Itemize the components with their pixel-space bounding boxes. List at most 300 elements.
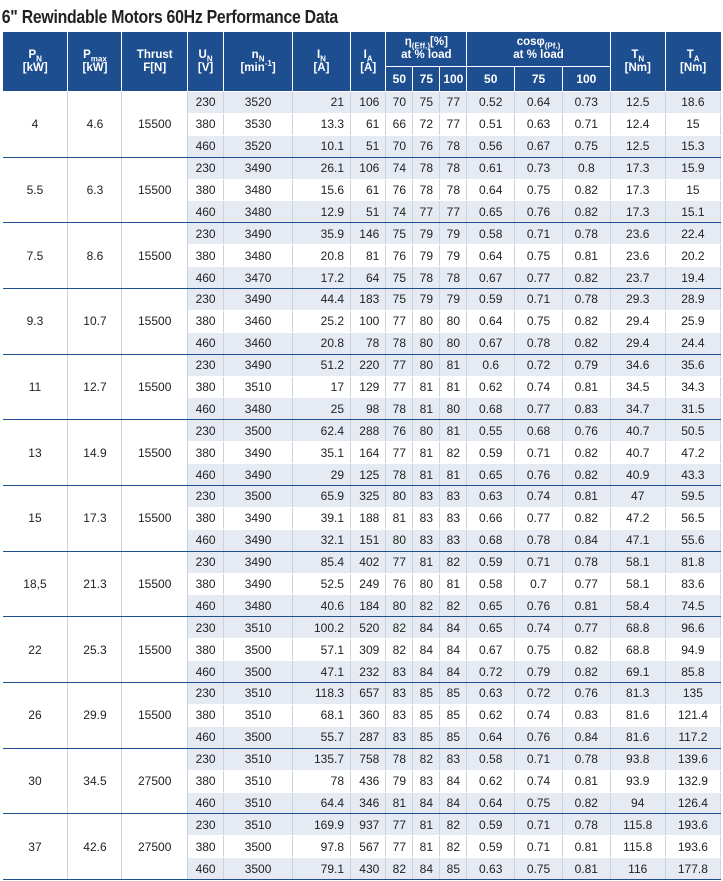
header-cos-100: 100 xyxy=(562,67,610,92)
cell-eff-75: 81 xyxy=(413,836,440,858)
cell-eff-100: 85 xyxy=(440,858,467,880)
cell-nn: 3500 xyxy=(224,420,293,442)
header-eff-50: 50 xyxy=(386,67,413,92)
cell-tn: 116 xyxy=(610,858,665,880)
cell-tn: 12.5 xyxy=(610,92,665,114)
cell-cos-50: 0.67 xyxy=(467,332,515,354)
cell-ia: 61 xyxy=(351,179,386,201)
cell-in: 25.2 xyxy=(292,310,350,332)
cell-cos-75: 0.76 xyxy=(515,595,563,617)
cell-cos-75: 0.74 xyxy=(515,770,563,792)
cell-eff-100: 85 xyxy=(440,683,467,705)
cell-eff-50: 70 xyxy=(386,92,413,114)
page-title: 6" Rewindable Motors 60Hz Performance Data xyxy=(1,7,338,27)
cell-un: 380 xyxy=(187,245,223,267)
cell-eff-75: 81 xyxy=(413,464,440,486)
cell-un: 230 xyxy=(187,683,223,705)
cell-ia: 106 xyxy=(351,157,386,179)
cell-cos-50: 0.55 xyxy=(467,420,515,442)
cell-cos-75: 0.71 xyxy=(515,442,563,464)
cell-ia: 402 xyxy=(351,551,386,573)
header-cos-75: 75 xyxy=(515,67,563,92)
cell-ta: 193.6 xyxy=(665,836,720,858)
cell-cos-75: 0.75 xyxy=(515,792,563,814)
motor-power-cell: 4 xyxy=(3,92,68,158)
max-power-cell: 12.7 xyxy=(68,354,122,420)
cell-in: 65.9 xyxy=(292,486,350,508)
cell-cos-100: 0.73 xyxy=(562,92,610,114)
header-ta: $T_A$ [Nm] xyxy=(665,32,720,92)
cell-eff-50: 76 xyxy=(386,573,413,595)
motor-power-cell: 18,5 xyxy=(3,551,68,617)
cell-nn: 3490 xyxy=(224,289,293,311)
cell-un: 380 xyxy=(187,113,223,135)
cell-tn: 40.9 xyxy=(610,464,665,486)
thrust-cell: 15500 xyxy=(122,551,187,617)
cell-eff-50: 81 xyxy=(386,792,413,814)
cell-eff-75: 83 xyxy=(413,770,440,792)
cell-in: 85.4 xyxy=(292,551,350,573)
cell-tn: 47.2 xyxy=(610,507,665,529)
cell-nn: 3490 xyxy=(224,551,293,573)
cell-in: 10.1 xyxy=(292,135,350,157)
cell-eff-100: 81 xyxy=(440,464,467,486)
cell-in: 68.1 xyxy=(292,704,350,726)
cell-cos-50: 0.64 xyxy=(467,179,515,201)
cell-eff-100: 82 xyxy=(440,836,467,858)
cell-eff-75: 75 xyxy=(413,92,440,114)
table-row xyxy=(3,420,721,442)
cell-eff-100: 84 xyxy=(440,617,467,639)
cell-in: 29 xyxy=(292,464,350,486)
cell-nn: 3480 xyxy=(224,245,293,267)
cell-eff-75: 78 xyxy=(413,267,440,289)
cell-cos-100: 0.81 xyxy=(562,595,610,617)
cell-ta: 132.9 xyxy=(665,770,720,792)
cell-eff-75: 84 xyxy=(413,639,440,661)
cell-in: 39.1 xyxy=(292,507,350,529)
cell-eff-50: 80 xyxy=(386,529,413,551)
cell-eff-50: 83 xyxy=(386,683,413,705)
cell-cos-50: 0.68 xyxy=(467,398,515,420)
cell-eff-50: 82 xyxy=(386,858,413,880)
table-row xyxy=(3,157,721,179)
cell-eff-100: 78 xyxy=(440,157,467,179)
cell-ta: 121.4 xyxy=(665,704,720,726)
cell-eff-75: 83 xyxy=(413,486,440,508)
cell-cos-50: 0.68 xyxy=(467,529,515,551)
cell-tn: 69.1 xyxy=(610,661,665,683)
cell-in: 12.9 xyxy=(292,201,350,223)
cell-eff-100: 84 xyxy=(440,770,467,792)
cell-ta: 15.9 xyxy=(665,157,720,179)
cell-eff-100: 77 xyxy=(440,113,467,135)
cell-cos-100: 0.83 xyxy=(562,398,610,420)
cell-cos-75: 0.74 xyxy=(515,617,563,639)
cell-cos-100: 0.75 xyxy=(562,135,610,157)
cell-ta: 94.9 xyxy=(665,639,720,661)
cell-cos-100: 0.78 xyxy=(562,289,610,311)
cell-cos-75: 0.77 xyxy=(515,267,563,289)
cell-cos-100: 0.81 xyxy=(562,486,610,508)
cell-tn: 58.1 xyxy=(610,551,665,573)
cell-eff-50: 77 xyxy=(386,551,413,573)
cell-ia: 125 xyxy=(351,464,386,486)
cell-nn: 3470 xyxy=(224,267,293,289)
cell-cos-75: 0.77 xyxy=(515,398,563,420)
cell-eff-50: 80 xyxy=(386,486,413,508)
cell-eff-100: 83 xyxy=(440,486,467,508)
cell-un: 460 xyxy=(187,267,223,289)
cell-ia: 232 xyxy=(351,661,386,683)
cell-tn: 34.7 xyxy=(610,398,665,420)
cell-eff-100: 81 xyxy=(440,573,467,595)
cell-eff-75: 83 xyxy=(413,529,440,551)
cell-ia: 360 xyxy=(351,704,386,726)
cell-eff-75: 76 xyxy=(413,135,440,157)
cell-cos-100: 0.82 xyxy=(562,442,610,464)
cell-ta: 81.8 xyxy=(665,551,720,573)
cell-eff-75: 79 xyxy=(413,245,440,267)
cell-ia: 64 xyxy=(351,267,386,289)
cell-eff-100: 84 xyxy=(440,792,467,814)
motor-power-cell: 13 xyxy=(3,420,68,486)
cell-cos-100: 0.76 xyxy=(562,683,610,705)
cell-cos-100: 0.82 xyxy=(562,661,610,683)
cell-eff-100: 79 xyxy=(440,289,467,311)
cell-ia: 98 xyxy=(351,398,386,420)
max-power-cell: 8.6 xyxy=(68,223,122,289)
cell-eff-75: 85 xyxy=(413,704,440,726)
cell-cos-75: 0.78 xyxy=(515,529,563,551)
max-power-cell: 25.3 xyxy=(68,617,122,683)
cell-in: 25 xyxy=(292,398,350,420)
cell-nn: 3480 xyxy=(224,398,293,420)
cell-un: 230 xyxy=(187,289,223,311)
cell-ta: 18.6 xyxy=(665,92,720,114)
cell-ta: 117.2 xyxy=(665,726,720,748)
cell-eff-75: 77 xyxy=(413,201,440,223)
cell-eff-50: 77 xyxy=(386,814,413,836)
cell-un: 230 xyxy=(187,551,223,573)
cell-cos-50: 0.58 xyxy=(467,573,515,595)
cell-cos-50: 0.67 xyxy=(467,639,515,661)
cell-eff-100: 79 xyxy=(440,223,467,245)
cell-eff-100: 82 xyxy=(440,595,467,617)
cell-nn: 3490 xyxy=(224,223,293,245)
cell-cos-75: 0.71 xyxy=(515,814,563,836)
cell-tn: 81.3 xyxy=(610,683,665,705)
cell-in: 62.4 xyxy=(292,420,350,442)
cell-ta: 15 xyxy=(665,179,720,201)
cell-eff-50: 78 xyxy=(386,398,413,420)
max-power-cell: 17.3 xyxy=(68,486,122,552)
header-cos-50: 50 xyxy=(467,67,515,92)
cell-tn: 58.1 xyxy=(610,573,665,595)
max-power-cell: 29.9 xyxy=(68,683,122,749)
cell-un: 230 xyxy=(187,92,223,114)
cell-ta: 50.5 xyxy=(665,420,720,442)
cell-un: 230 xyxy=(187,617,223,639)
cell-un: 460 xyxy=(187,792,223,814)
cell-tn: 12.4 xyxy=(610,113,665,135)
cell-ia: 81 xyxy=(351,245,386,267)
table-row xyxy=(3,289,721,311)
cell-ta: 34.3 xyxy=(665,376,720,398)
cell-cos-100: 0.78 xyxy=(562,814,610,836)
cell-cos-100: 0.81 xyxy=(562,376,610,398)
cell-cos-75: 0.75 xyxy=(515,179,563,201)
table-body xyxy=(3,92,721,880)
cell-cos-75: 0.67 xyxy=(515,135,563,157)
cell-ta: 55.6 xyxy=(665,529,720,551)
cell-eff-100: 81 xyxy=(440,354,467,376)
cell-in: 20.8 xyxy=(292,245,350,267)
cell-ia: 937 xyxy=(351,814,386,836)
cell-cos-75: 0.75 xyxy=(515,245,563,267)
cell-ta: 177.8 xyxy=(665,858,720,880)
max-power-cell: 34.5 xyxy=(68,748,122,814)
cell-cos-50: 0.59 xyxy=(467,836,515,858)
cell-eff-75: 84 xyxy=(413,617,440,639)
cell-ia: 436 xyxy=(351,770,386,792)
thrust-cell: 15500 xyxy=(122,289,187,355)
cell-un: 460 xyxy=(187,464,223,486)
cell-eff-50: 74 xyxy=(386,157,413,179)
cell-eff-75: 79 xyxy=(413,289,440,311)
cell-ta: 56.5 xyxy=(665,507,720,529)
cell-eff-100: 82 xyxy=(440,814,467,836)
cell-nn: 3500 xyxy=(224,726,293,748)
cell-nn: 3520 xyxy=(224,135,293,157)
cell-in: 44.4 xyxy=(292,289,350,311)
cell-eff-50: 76 xyxy=(386,420,413,442)
cell-eff-50: 77 xyxy=(386,836,413,858)
cell-cos-50: 0.52 xyxy=(467,92,515,114)
cell-ta: 19.4 xyxy=(665,267,720,289)
table-row xyxy=(3,748,721,770)
cell-ta: 43.3 xyxy=(665,464,720,486)
cell-nn: 3490 xyxy=(224,529,293,551)
cell-nn: 3500 xyxy=(224,858,293,880)
cell-ta: 83.6 xyxy=(665,573,720,595)
cell-ia: 51 xyxy=(351,201,386,223)
cell-tn: 29.3 xyxy=(610,289,665,311)
cell-cos-75: 0.63 xyxy=(515,113,563,135)
cell-eff-100: 83 xyxy=(440,529,467,551)
cell-cos-50: 0.59 xyxy=(467,551,515,573)
cell-cos-100: 0.82 xyxy=(562,267,610,289)
cell-eff-50: 83 xyxy=(386,704,413,726)
cell-tn: 115.8 xyxy=(610,836,665,858)
motor-power-cell: 22 xyxy=(3,617,68,683)
table-row xyxy=(3,551,721,573)
cell-un: 380 xyxy=(187,442,223,464)
cell-cos-100: 0.82 xyxy=(562,792,610,814)
cell-eff-100: 83 xyxy=(440,748,467,770)
cell-eff-100: 84 xyxy=(440,661,467,683)
cell-in: 55.7 xyxy=(292,726,350,748)
cell-cos-75: 0.71 xyxy=(515,289,563,311)
header-nn: $n_N$ $[\min^{-1}]$ xyxy=(224,32,293,92)
cell-ta: 96.6 xyxy=(665,617,720,639)
cell-cos-100: 0.79 xyxy=(562,354,610,376)
cell-in: 35.9 xyxy=(292,223,350,245)
cell-un: 230 xyxy=(187,223,223,245)
cell-cos-100: 0.82 xyxy=(562,201,610,223)
cell-cos-50: 0.64 xyxy=(467,245,515,267)
cell-cos-50: 0.72 xyxy=(467,661,515,683)
cell-nn: 3500 xyxy=(224,486,293,508)
table-row xyxy=(3,617,721,639)
cell-tn: 29.4 xyxy=(610,310,665,332)
cell-nn: 3520 xyxy=(224,92,293,114)
cell-cos-75: 0.72 xyxy=(515,354,563,376)
cell-cos-100: 0.82 xyxy=(562,507,610,529)
cell-cos-50: 0.63 xyxy=(467,683,515,705)
cell-eff-75: 85 xyxy=(413,683,440,705)
cell-eff-50: 77 xyxy=(386,442,413,464)
cell-tn: 81.6 xyxy=(610,726,665,748)
cell-tn: 115.8 xyxy=(610,814,665,836)
cell-tn: 34.5 xyxy=(610,376,665,398)
max-power-cell: 14.9 xyxy=(68,420,122,486)
cell-ta: 15.3 xyxy=(665,135,720,157)
cell-ia: 309 xyxy=(351,639,386,661)
cell-in: 17 xyxy=(292,376,350,398)
cell-eff-50: 75 xyxy=(386,289,413,311)
cell-nn: 3480 xyxy=(224,595,293,617)
cell-cos-50: 0.64 xyxy=(467,310,515,332)
cell-cos-50: 0.65 xyxy=(467,617,515,639)
cell-cos-50: 0.59 xyxy=(467,289,515,311)
cell-cos-75: 0.71 xyxy=(515,748,563,770)
cell-cos-50: 0.65 xyxy=(467,464,515,486)
cell-un: 230 xyxy=(187,748,223,770)
cell-eff-50: 77 xyxy=(386,310,413,332)
header-efficiency: $\eta_{(Eff.)}[\%]$ at % load xyxy=(386,32,467,67)
cell-eff-50: 83 xyxy=(386,661,413,683)
cell-nn: 3500 xyxy=(224,639,293,661)
cell-nn: 3460 xyxy=(224,310,293,332)
cell-un: 460 xyxy=(187,858,223,880)
cell-eff-50: 78 xyxy=(386,332,413,354)
cell-eff-50: 83 xyxy=(386,726,413,748)
cell-eff-75: 80 xyxy=(413,354,440,376)
cell-eff-75: 80 xyxy=(413,332,440,354)
cell-in: 169.9 xyxy=(292,814,350,836)
cell-in: 20.8 xyxy=(292,332,350,354)
header-eff-75: 75 xyxy=(413,67,440,92)
thrust-cell: 15500 xyxy=(122,486,187,552)
cell-ta: 28.9 xyxy=(665,289,720,311)
cell-cos-100: 0.77 xyxy=(562,617,610,639)
cell-in: 52.5 xyxy=(292,573,350,595)
cell-cos-100: 0.78 xyxy=(562,223,610,245)
cell-tn: 40.7 xyxy=(610,420,665,442)
cell-nn: 3510 xyxy=(224,617,293,639)
cell-tn: 17.3 xyxy=(610,179,665,201)
cell-ia: 346 xyxy=(351,792,386,814)
cell-eff-50: 82 xyxy=(386,639,413,661)
cell-cos-100: 0.81 xyxy=(562,836,610,858)
cell-cos-75: 0.74 xyxy=(515,376,563,398)
max-power-cell: 42.6 xyxy=(68,814,122,880)
cell-cos-75: 0.76 xyxy=(515,726,563,748)
header-pn: $P_N$ [kW] xyxy=(3,32,68,92)
cell-eff-100: 82 xyxy=(440,551,467,573)
cell-eff-75: 81 xyxy=(413,376,440,398)
cell-tn: 58.4 xyxy=(610,595,665,617)
cell-nn: 3490 xyxy=(224,442,293,464)
cell-eff-75: 83 xyxy=(413,507,440,529)
cell-eff-50: 75 xyxy=(386,267,413,289)
cell-un: 380 xyxy=(187,704,223,726)
cell-ia: 151 xyxy=(351,529,386,551)
cell-cos-100: 0.78 xyxy=(562,748,610,770)
cell-eff-100: 85 xyxy=(440,704,467,726)
cell-eff-100: 78 xyxy=(440,179,467,201)
motor-power-cell: 7.5 xyxy=(3,223,68,289)
cell-ia: 188 xyxy=(351,507,386,529)
cell-nn: 3460 xyxy=(224,332,293,354)
cell-eff-75: 84 xyxy=(413,792,440,814)
header-ia: $I_A$ [A] xyxy=(351,32,386,92)
cell-ta: 139.6 xyxy=(665,748,720,770)
cell-un: 230 xyxy=(187,814,223,836)
cell-eff-100: 78 xyxy=(440,135,467,157)
cell-tn: 23.6 xyxy=(610,223,665,245)
cell-eff-50: 82 xyxy=(386,617,413,639)
cell-eff-50: 74 xyxy=(386,201,413,223)
cell-eff-75: 72 xyxy=(413,113,440,135)
cell-eff-75: 82 xyxy=(413,748,440,770)
cell-in: 17.2 xyxy=(292,267,350,289)
cell-un: 380 xyxy=(187,639,223,661)
performance-table xyxy=(2,32,721,880)
cell-tn: 68.8 xyxy=(610,639,665,661)
cell-eff-100: 81 xyxy=(440,420,467,442)
header-power-factor: cosφ$_{(Pf.)}$ at % load xyxy=(467,32,610,67)
cell-cos-100: 0.82 xyxy=(562,179,610,201)
motor-power-cell: 15 xyxy=(3,486,68,552)
cell-cos-75: 0.72 xyxy=(515,683,563,705)
cell-cos-100: 0.84 xyxy=(562,726,610,748)
cell-cos-50: 0.63 xyxy=(467,486,515,508)
cell-cos-100: 0.81 xyxy=(562,770,610,792)
cell-un: 380 xyxy=(187,573,223,595)
cell-eff-100: 80 xyxy=(440,310,467,332)
cell-eff-50: 77 xyxy=(386,376,413,398)
cell-eff-100: 78 xyxy=(440,267,467,289)
header-eff-100: 100 xyxy=(440,67,467,92)
cell-un: 460 xyxy=(187,201,223,223)
cell-in: 15.6 xyxy=(292,179,350,201)
motor-power-cell: 9.3 xyxy=(3,289,68,355)
cell-nn: 3510 xyxy=(224,376,293,398)
cell-tn: 23.7 xyxy=(610,267,665,289)
cell-ia: 78 xyxy=(351,332,386,354)
cell-ta: 135 xyxy=(665,683,720,705)
cell-eff-75: 81 xyxy=(413,398,440,420)
cell-un: 460 xyxy=(187,595,223,617)
cell-cos-50: 0.56 xyxy=(467,135,515,157)
cell-nn: 3490 xyxy=(224,573,293,595)
cell-cos-75: 0.71 xyxy=(515,836,563,858)
cell-ia: 325 xyxy=(351,486,386,508)
cell-cos-100: 0.84 xyxy=(562,529,610,551)
cell-cos-50: 0.66 xyxy=(467,507,515,529)
